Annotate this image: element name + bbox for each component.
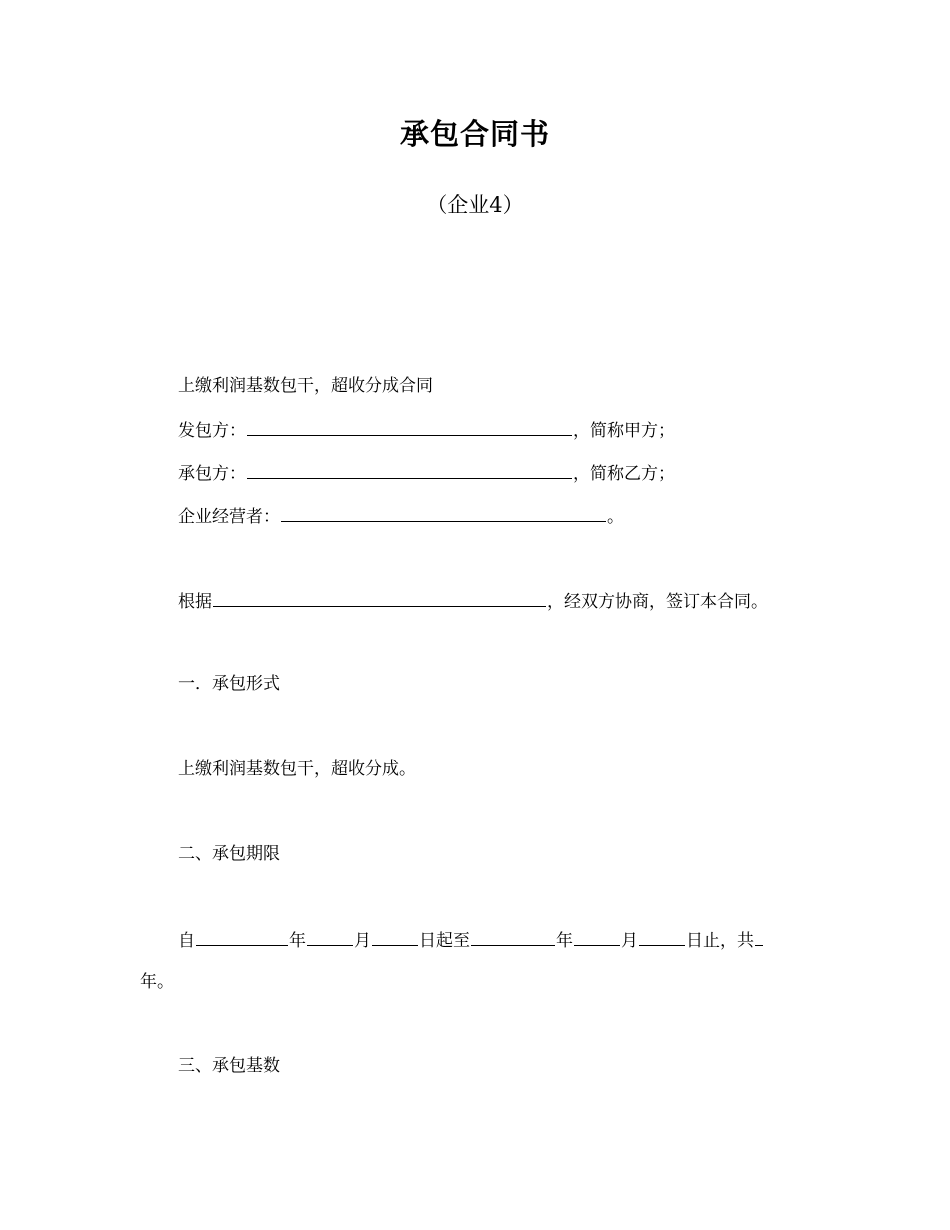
section3-heading: 三、承包基数: [178, 1056, 280, 1076]
end-month-blank[interactable]: [574, 926, 620, 946]
start-day-label: 日起至: [419, 931, 470, 951]
employer-blank[interactable]: [247, 416, 572, 436]
section2-heading: 二、承包期限: [178, 844, 280, 864]
basis-blank[interactable]: [213, 587, 546, 607]
start-year-blank[interactable]: [196, 926, 288, 946]
basis-line: [178, 587, 768, 615]
end-year-label: 年: [556, 931, 573, 951]
contractor-line: [178, 459, 675, 487]
document-subtitle: （企业4）: [426, 193, 524, 217]
start-year-label: 年: [289, 931, 306, 951]
intro-heading: 上缴利润基数包干，超收分成合同: [178, 376, 433, 396]
basis-prefix: 根据: [178, 592, 212, 612]
start-month-label: 月: [354, 931, 371, 951]
employer-line: [178, 416, 675, 444]
operator-line: [178, 502, 624, 530]
operator-label: 企业经营者：: [178, 507, 280, 527]
operator-suffix: 。: [607, 507, 624, 527]
employer-label: 发包方：: [178, 421, 246, 441]
basis-suffix: ，经双方协商，签订本合同。: [547, 592, 768, 612]
total-years-blank[interactable]: [755, 926, 763, 946]
section1-heading: 一．承包形式: [178, 674, 280, 694]
end-month-label: 月: [621, 931, 638, 951]
term-line: [178, 926, 764, 954]
start-month-blank[interactable]: [307, 926, 353, 946]
start-day-blank[interactable]: [372, 926, 418, 946]
contractor-suffix: ，简称乙方；: [573, 464, 675, 484]
end-year-blank[interactable]: [471, 926, 555, 946]
operator-blank[interactable]: [281, 502, 606, 522]
term-tail: 年。: [140, 972, 174, 992]
contractor-label: 承包方：: [178, 464, 246, 484]
document-title: 承包合同书: [399, 117, 550, 151]
section1-body: 上缴利润基数包干，超收分成。: [178, 759, 416, 779]
contractor-blank[interactable]: [247, 459, 572, 479]
employer-suffix: ，简称甲方；: [573, 421, 675, 441]
end-day-blank[interactable]: [639, 926, 685, 946]
end-day-label: 日止，共: [686, 931, 754, 951]
term-from: 自: [178, 931, 195, 951]
